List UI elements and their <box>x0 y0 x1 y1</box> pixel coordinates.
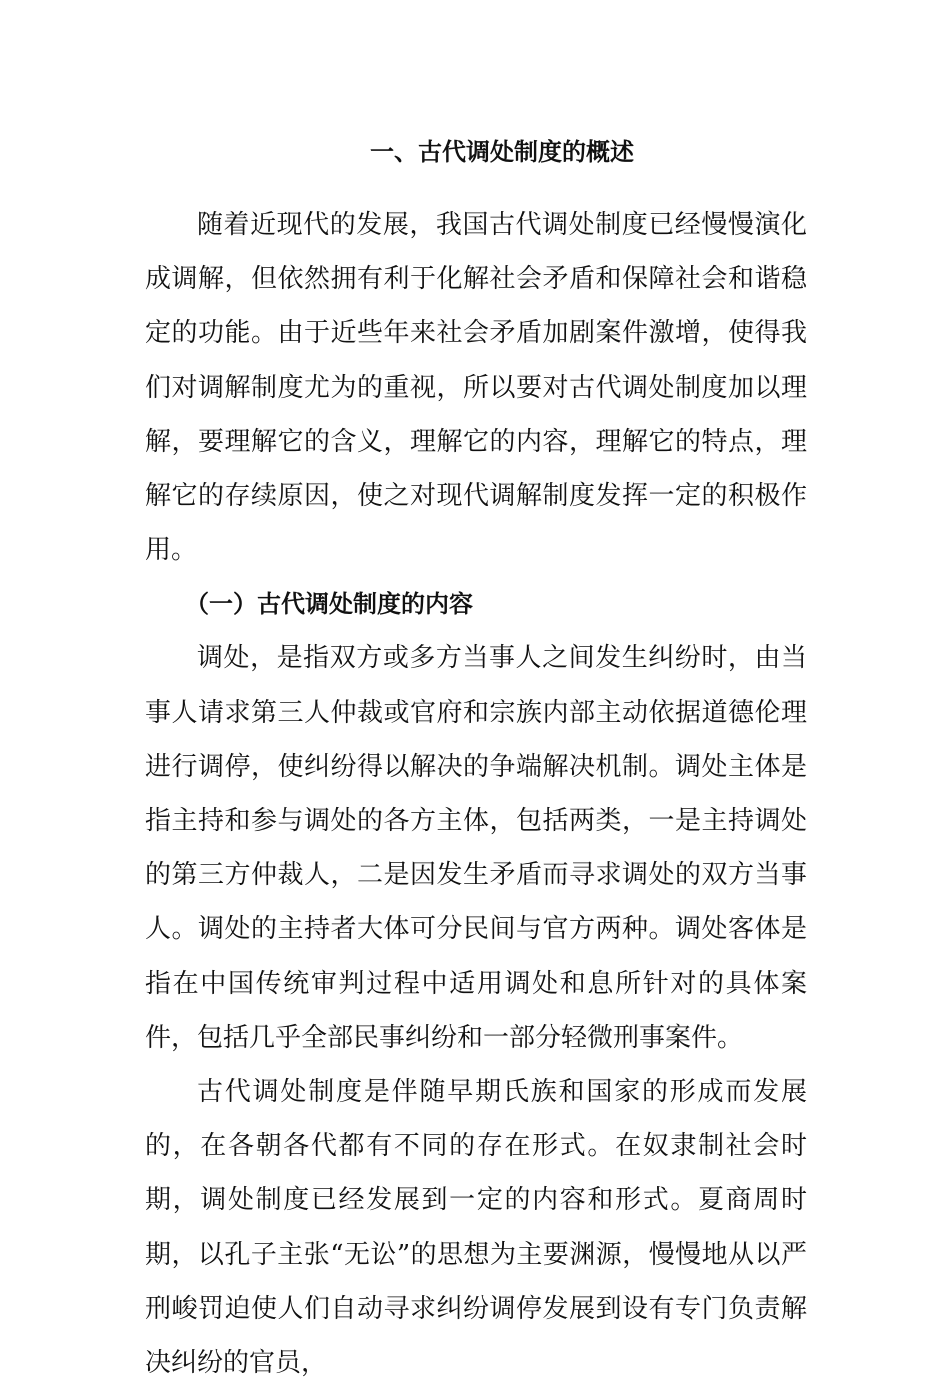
definition-paragraph: 调处，是指双方或多方当事人之间发生纠纷时，由当事人请求第三人仲裁或官府和宗族内部主动依据道德伦理进行调停，使纠纷得以解决的争端解决机制。调处主体是指主持和参与调处的各方主体，包括两类，一是主持调处的第三方仲裁人，二是因发生矛盾而寻求调处的双方当事人。调处的主持者大体可分民间与官方两种。调处客体是指在中国传统审判过程中适用调处和息所针对的具体案件，包括几乎全部民事纠纷和一部分轻微刑事案件。 <box>145 643 807 1053</box>
history-paragraph: 古代调处制度是伴随早期氏族和国家的形成而发展的，在各朝各代都有不同的存在形式。在奴隶制社会时期，调处制度已经发展到一定的内容和形式。夏商周时期，以孔子主张“无讼”的思想为主要渊源，慢慢地从以严刑峻罚迫使人们自动寻求纠纷调停发展到设有专门负责解决纠纷的官员， <box>145 1077 807 1379</box>
document-title: 一、古代调处制度的概述 <box>370 138 634 166</box>
section-heading: （一）古代调处制度的内容 <box>185 590 473 619</box>
document-body <box>145 130 807 1390</box>
intro-paragraph: 随着近现代的发展，我国古代调处制度已经慢慢演化成调解，但依然拥有利于化解社会矛盾和保障社会和谐稳定的功能。由于近些年来社会矛盾加剧案件激增，使得我们对调解制度尤为的重视，所以要对古代调处制度加以理解，要理解它的含义，理解它的内容，理解它的特点，理解它的存续原因，使之对现代调解制度发挥一定的积极作用。 <box>145 210 807 566</box>
